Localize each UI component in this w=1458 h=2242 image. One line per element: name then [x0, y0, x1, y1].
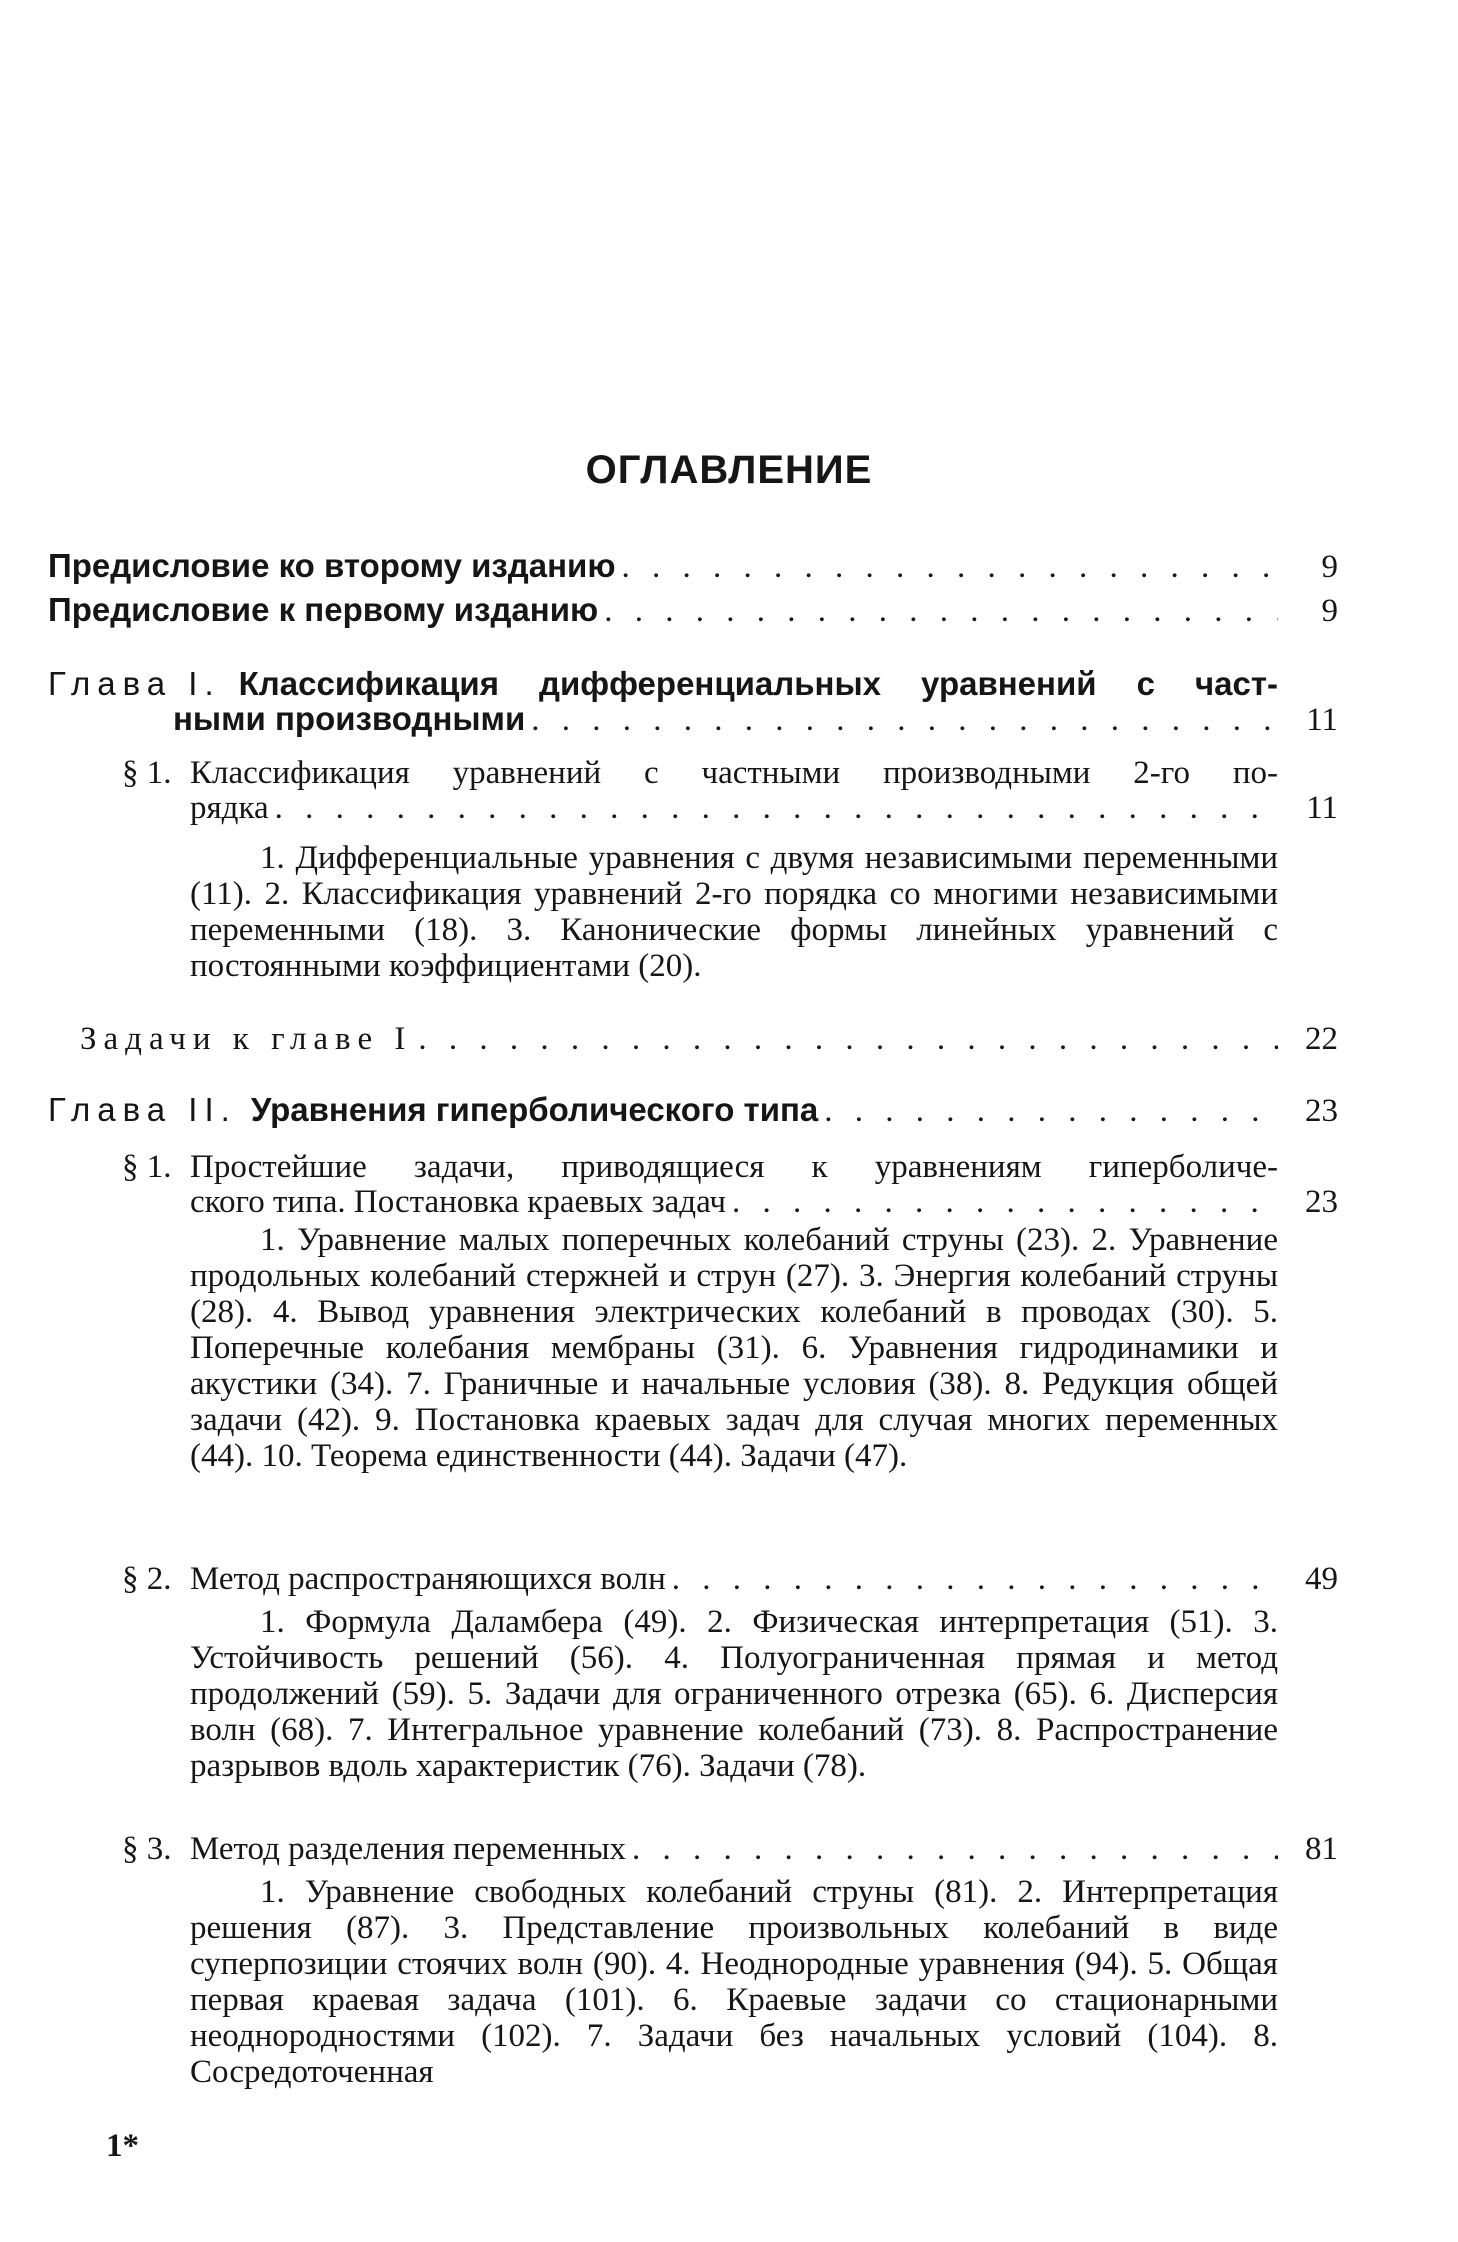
toc-chapter-1[interactable]	[48, 666, 1338, 738]
leader-dots	[275, 791, 1278, 826]
leader-dots	[418, 1022, 1278, 1057]
subsection-list-2-3	[48, 1874, 1338, 2090]
entry-label: Предисловие к первому изданию	[48, 591, 599, 628]
leader-dots	[632, 1832, 1278, 1867]
section-title-line-2: ского типа. Постановка краевых задач	[190, 1184, 727, 1220]
subsection-list-1-1	[48, 840, 1338, 984]
chapter-label: Глава II.	[48, 1091, 237, 1128]
subsection-list-2-1	[48, 1222, 1338, 1474]
leader-dots	[622, 550, 1278, 585]
section-sign: § 2.	[122, 1561, 172, 1597]
subsection-text: 1. Уравнение свободных колебаний струны (81). 2. Интерпретация решения (87). 3. Представление произвольных колебаний в виде суперпозиции стоячих волн (90). 4. Неоднородные уравнения (94). 5. Общая первая краевая задача (101). 6. Краевые задачи со стационарными неоднородностями (102). 7. Задачи без начальных условий (104). 8. Сосредоточенная	[190, 1874, 1278, 2090]
leader-dots	[824, 1094, 1278, 1129]
page-number: 23	[1305, 1093, 1338, 1129]
page-number: 9	[1321, 593, 1338, 629]
leader-dots	[604, 594, 1278, 629]
page-number: 23	[1305, 1184, 1338, 1220]
page-number: 81	[1305, 1831, 1338, 1867]
leader-dots	[531, 703, 1278, 738]
chapter-title: Уравнения гиперболического типа	[250, 1091, 819, 1128]
subsection-text: 1. Дифференциальные уравнения с двумя независимыми переменными (11). 2. Классификация уравнений 2-го порядка со многими независимыми переменными (18). 3. Канонические формы линейных уравнений с постоянными коэффициентами (20).	[190, 840, 1278, 984]
leader-dots	[672, 1562, 1278, 1597]
subsection-text: 1. Уравнение малых поперечных колебаний струны (23). 2. Уравнение продольных колебаний стержней и струн (27). 3. Энергия колебаний струны (28). 4. Вывод уравнения электрических колебаний в проводах (30). 5. Поперечные колебания мембраны (31). 6. Уравнения гидродинамики и акустики (34). 7. Граничные и начальные условия (38). 8. Редукция общей задачи (42). 9. Постановка краевых задач для случая многих переменных (44). 10. Теорема единственности (44). Задачи (47).	[190, 1222, 1278, 1474]
subsection-list-2-2	[48, 1604, 1338, 1784]
section-title-line-1: Классификация уравнений с частными производными 2-го по-	[190, 755, 1278, 791]
chapter-title-line-2: ными производными	[173, 700, 526, 737]
toc-section-2-3[interactable]	[48, 1832, 1338, 1867]
section-title-line-2: рядка	[190, 790, 269, 826]
section-title: Метод разделения переменных	[190, 1831, 626, 1867]
page-number: 11	[1306, 790, 1338, 826]
subsection-text: 1. Формула Даламбера (49). 2. Физическая интерпретация (51). 3. Устойчивость решений (56). 4. Полуограниченная прямая и метод продолжений (59). 5. Задачи для ограниченного отрезка (65). 6. Дисперсия волн (68). 7. Интегральное уравнение колебаний (73). 8. Распространение разрывов вдоль характеристик (76). Задачи (78).	[190, 1604, 1278, 1784]
entry-label: Задачи к главе I	[80, 1021, 413, 1057]
section-sign: § 1.	[122, 1149, 172, 1185]
page-number: 22	[1305, 1021, 1338, 1057]
toc-section-2-2[interactable]	[48, 1562, 1338, 1597]
leader-dots	[732, 1185, 1278, 1220]
toc-entry-preface-2[interactable]	[48, 548, 1338, 585]
page-number: 11	[1306, 702, 1338, 738]
signature-mark: 1*	[106, 2128, 139, 2164]
toc-chapter-2[interactable]	[48, 1092, 1338, 1129]
page-title: ОГЛАВЛЕНИЕ	[585, 448, 873, 492]
chapter-title-line-1: Классификация дифференциальных уравнений с част-	[238, 665, 1278, 702]
section-sign: § 3.	[122, 1831, 172, 1867]
toc-section-2-1[interactable]	[48, 1150, 1338, 1220]
entry-label: Предисловие ко второму изданию	[48, 547, 616, 584]
section-title-line-1: Простейшие задачи, приводящиеся к уравнениям гиперболиче-	[190, 1149, 1278, 1185]
chapter-label: Глава I.	[48, 665, 221, 702]
toc-entry-tasks-ch1[interactable]	[48, 1022, 1338, 1057]
section-sign: § 1.	[122, 755, 172, 791]
toc-entry-preface-1[interactable]	[48, 592, 1338, 629]
section-title: Метод распространяющихся волн	[190, 1561, 666, 1597]
page-number: 49	[1305, 1561, 1338, 1597]
toc-section-1-1[interactable]	[48, 756, 1338, 826]
page-number: 9	[1321, 549, 1338, 585]
